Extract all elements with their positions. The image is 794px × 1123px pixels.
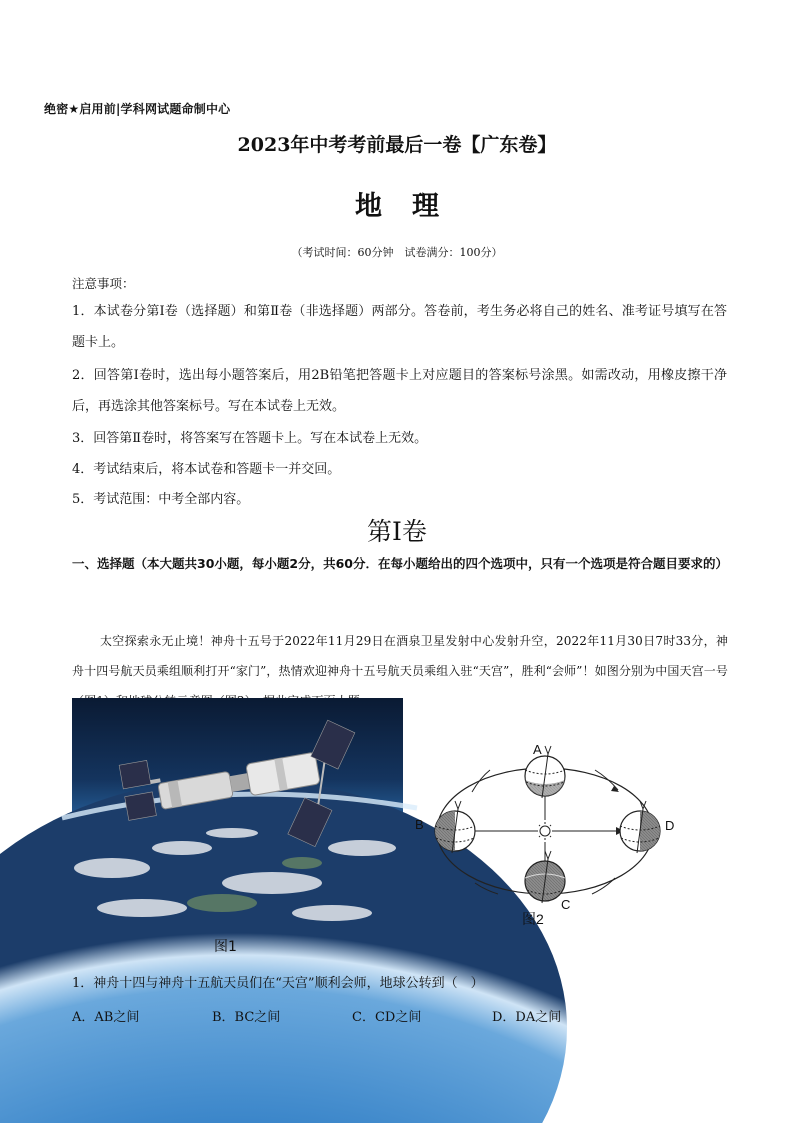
- label-d: D: [665, 818, 675, 833]
- question-heading: [72, 553, 728, 574]
- label-c: C: [561, 897, 571, 912]
- figure2-caption: 图2: [522, 911, 544, 927]
- reading-passage: 太空探索永无止境！神舟十五号于2022年11月29日在酒泉卫星发射中心发射升空，2022年11月30日7时33分，神舟十四号航天员乘组顺利打开“家门”，热情欢迎神舟十五号航天员乘组入驻“天宫”，胜利“会师”！如图分别为中国天宫一号: [72, 634, 728, 678]
- question-1: 1．神舟十四与神舟十五航天员们在“天宫”顺利会师，地球公转到（ ）: [72, 976, 484, 991]
- option-a: A．AB之间: [72, 1010, 140, 1025]
- earth-revolution-diagram: [415, 738, 720, 948]
- confidential-header: 绝密★启用前|学科网试题命制中心: [44, 102, 231, 116]
- option-b: B．BC之间: [212, 1010, 281, 1025]
- note-item: 3．回答第Ⅱ卷时，将答案写在答题卡上。写在本试卷上无效。: [72, 431, 428, 446]
- note-item: 4．考试结束后，将本试卷和答题卡一并交回。: [72, 462, 341, 477]
- figure1-caption: 图1: [214, 939, 237, 955]
- globe-b-icon: [435, 801, 475, 853]
- label-a: A: [533, 742, 542, 757]
- note-item: 2．回答第Ⅰ卷时，选出每小题答案后，用2B铅笔把答题卡上对应题目的答案标号涂黑。如需改动，用橡皮擦干净后，再选涂其他答案标号。写在本试卷上无效。: [72, 368, 727, 414]
- label-b: B: [415, 817, 424, 832]
- option-d: D．DA之间: [492, 1010, 562, 1025]
- globe-d-icon: [620, 801, 660, 853]
- globe-a-icon: [525, 746, 565, 798]
- option-c: C．CD之间: [352, 1010, 422, 1025]
- space-station-photo: [72, 698, 403, 930]
- section-title: 第Ⅰ卷: [367, 517, 427, 546]
- notes-title: 注意事项：: [72, 276, 135, 291]
- question-heading-text: 一、选择题（本大题共30小题，每小题2分，共60分．在每小题给出的四个选项中，只有一个选项是符合题目要求的）: [72, 556, 728, 571]
- note-item: 5．考试范围：中考全部内容。: [72, 492, 250, 507]
- exam-info: （考试时间：60分钟 试卷满分：100分）: [291, 246, 503, 259]
- note-item: 1．本试卷分第Ⅰ卷（选择题）和第Ⅱ卷（非选择题）两部分。答卷前，考生务必将自己的姓名、准考证号填写在答题卡上。: [72, 304, 727, 350]
- exam-title: 2023年中考考前最后一卷【广东卷】: [237, 134, 557, 156]
- subject-title: 地理: [355, 191, 469, 222]
